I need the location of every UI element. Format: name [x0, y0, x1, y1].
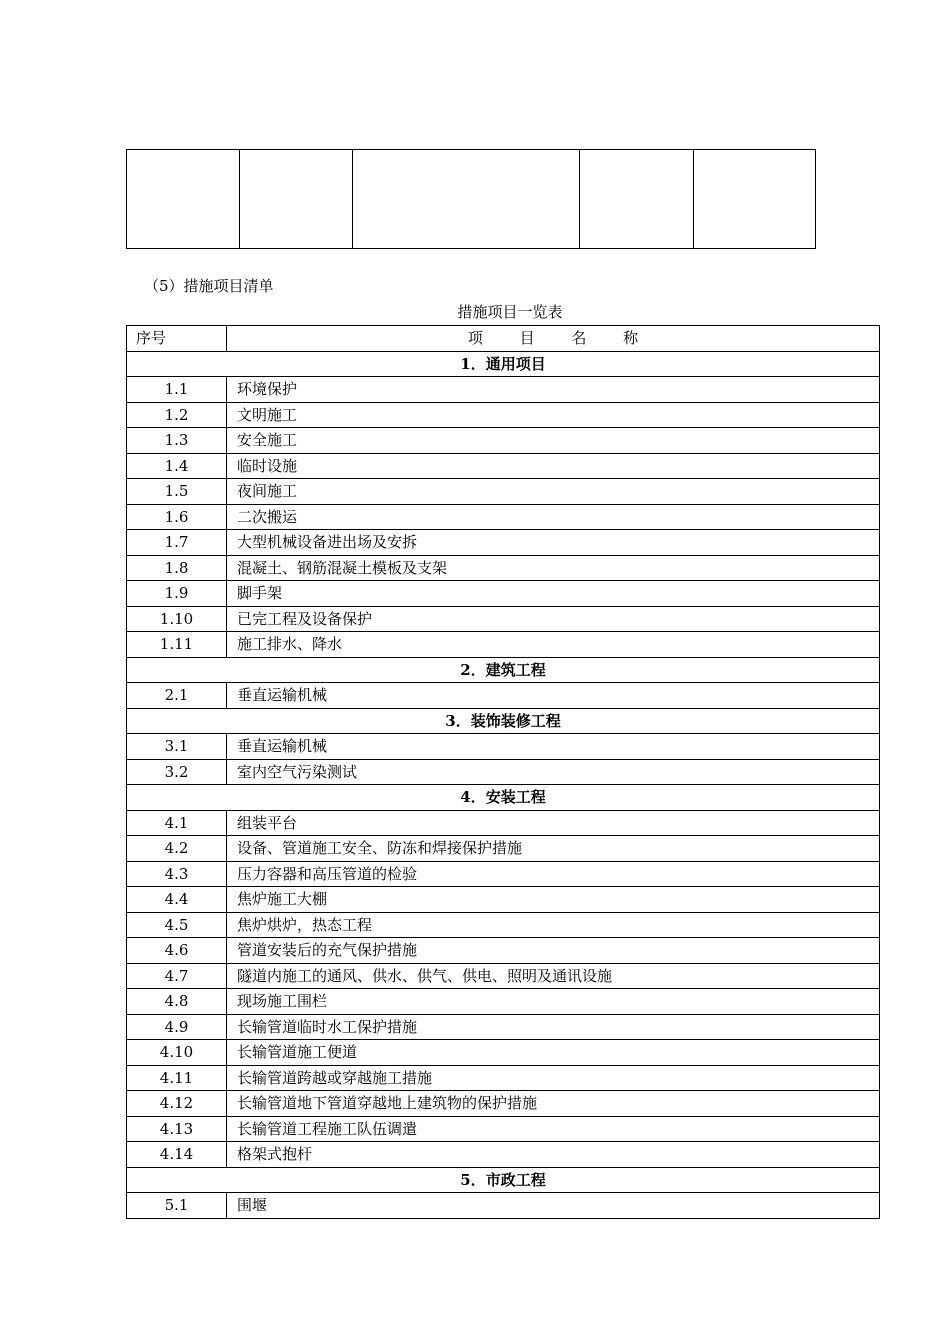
- table-row: [127, 479, 880, 505]
- table-row: [127, 402, 880, 428]
- table-row: [127, 887, 880, 913]
- item-number: 1.8: [127, 555, 227, 581]
- category-title: 4．安装工程: [127, 785, 880, 811]
- item-name: 焦炉烘炉，热态工程: [227, 912, 880, 938]
- item-name: 压力容器和高压管道的检验: [227, 861, 880, 887]
- category-row: [127, 351, 880, 377]
- category-row: [127, 1167, 880, 1193]
- item-number: 4.6: [127, 938, 227, 964]
- table-row: [127, 963, 880, 989]
- table-row: [127, 683, 880, 709]
- item-number: 4.8: [127, 989, 227, 1015]
- item-number: 4.10: [127, 1040, 227, 1066]
- table-row: [127, 377, 880, 403]
- item-number: 1.3: [127, 428, 227, 454]
- table-row: [127, 504, 880, 530]
- item-name: 混凝土、钢筋混凝土模板及支架: [227, 555, 880, 581]
- item-name: 管道安装后的充气保护措施: [227, 938, 880, 964]
- item-name: 室内空气污染测试: [227, 759, 880, 785]
- item-number: 1.2: [127, 402, 227, 428]
- item-number: 4.5: [127, 912, 227, 938]
- item-name: 围堰: [227, 1193, 880, 1219]
- item-name: 脚手架: [227, 581, 880, 607]
- table-row: [127, 938, 880, 964]
- category-title: 5．市政工程: [127, 1167, 880, 1193]
- table-row: [127, 530, 880, 556]
- table-row: [127, 1065, 880, 1091]
- item-name: 二次搬运: [227, 504, 880, 530]
- item-name: 长输管道跨越或穿越施工措施: [227, 1065, 880, 1091]
- category-row: [127, 708, 880, 734]
- item-number: 4.11: [127, 1065, 227, 1091]
- empty-cell: [353, 150, 580, 249]
- category-row: [127, 785, 880, 811]
- item-name: 长输管道地下管道穿越地上建筑物的保护措施: [227, 1091, 880, 1117]
- item-name: 现场施工围栏: [227, 989, 880, 1015]
- item-name: 格架式抱杆: [227, 1142, 880, 1168]
- empty-cell: [127, 150, 240, 249]
- item-name: 设备、管道施工安全、防冻和焊接保护措施: [227, 836, 880, 862]
- item-number: 1.7: [127, 530, 227, 556]
- table-row: [127, 759, 880, 785]
- measures-table: [126, 325, 880, 1219]
- item-name: 长输管道工程施工队伍调遣: [227, 1116, 880, 1142]
- item-number: 1.11: [127, 632, 227, 658]
- item-number: 3.1: [127, 734, 227, 760]
- table-row: [127, 912, 880, 938]
- item-number: 4.13: [127, 1116, 227, 1142]
- item-number: 4.1: [127, 810, 227, 836]
- item-number: 1.5: [127, 479, 227, 505]
- table-header-row: [127, 326, 880, 352]
- table-row: [127, 1091, 880, 1117]
- item-number: 3.2: [127, 759, 227, 785]
- item-number: 4.14: [127, 1142, 227, 1168]
- table-row: [127, 606, 880, 632]
- item-name: 垂直运输机械: [227, 734, 880, 760]
- item-name: 施工排水、降水: [227, 632, 880, 658]
- item-number: 4.12: [127, 1091, 227, 1117]
- table-row: [127, 836, 880, 862]
- item-number: 4.9: [127, 1014, 227, 1040]
- table-row: [127, 428, 880, 454]
- empty-cell: [240, 150, 353, 249]
- item-name: 夜间施工: [227, 479, 880, 505]
- item-number: 5.1: [127, 1193, 227, 1219]
- table-caption: 措施项目一览表: [457, 303, 563, 321]
- empty-table-row: [127, 150, 816, 249]
- item-name: 已完工程及设备保护: [227, 606, 880, 632]
- item-name: 安全施工: [227, 428, 880, 454]
- empty-cell: [580, 150, 694, 249]
- item-number: 4.7: [127, 963, 227, 989]
- table-row: [127, 1014, 880, 1040]
- table-row: [127, 810, 880, 836]
- item-name: 隧道内施工的通风、供水、供气、供电、照明及通讯设施: [227, 963, 880, 989]
- item-name: 大型机械设备进出场及安拆: [227, 530, 880, 556]
- item-number: 1.1: [127, 377, 227, 403]
- item-name: 长输管道施工便道: [227, 1040, 880, 1066]
- table-row: [127, 453, 880, 479]
- item-name: 垂直运输机械: [227, 683, 880, 709]
- item-number: 1.6: [127, 504, 227, 530]
- item-number: 1.4: [127, 453, 227, 479]
- item-name: 焦炉施工大棚: [227, 887, 880, 913]
- category-title: 2．建筑工程: [127, 657, 880, 683]
- item-number: 2.1: [127, 683, 227, 709]
- table-row: [127, 632, 880, 658]
- continued-table-fragment: [126, 149, 816, 249]
- table-row: [127, 1142, 880, 1168]
- table-row: [127, 581, 880, 607]
- table-row: [127, 734, 880, 760]
- empty-cell: [694, 150, 816, 249]
- measures-table-body: [127, 326, 880, 1219]
- item-number: 4.2: [127, 836, 227, 862]
- header-item-name: 项 目 名 称: [227, 326, 880, 352]
- table-row: [127, 555, 880, 581]
- section-heading: （5）措施项目清单: [144, 277, 274, 295]
- item-number: 1.9: [127, 581, 227, 607]
- item-number: 4.4: [127, 887, 227, 913]
- header-serial-number: 序号: [127, 326, 227, 352]
- item-name: 临时设施: [227, 453, 880, 479]
- item-name: 文明施工: [227, 402, 880, 428]
- category-title: 1．通用项目: [127, 351, 880, 377]
- table-row: [127, 989, 880, 1015]
- item-number: 4.3: [127, 861, 227, 887]
- item-name: 环境保护: [227, 377, 880, 403]
- category-row: [127, 657, 880, 683]
- category-title: 3．装饰装修工程: [127, 708, 880, 734]
- table-row: [127, 1193, 880, 1219]
- item-number: 1.10: [127, 606, 227, 632]
- item-name: 长输管道临时水工保护措施: [227, 1014, 880, 1040]
- table-row: [127, 1116, 880, 1142]
- item-name: 组装平台: [227, 810, 880, 836]
- table-row: [127, 1040, 880, 1066]
- table-row: [127, 861, 880, 887]
